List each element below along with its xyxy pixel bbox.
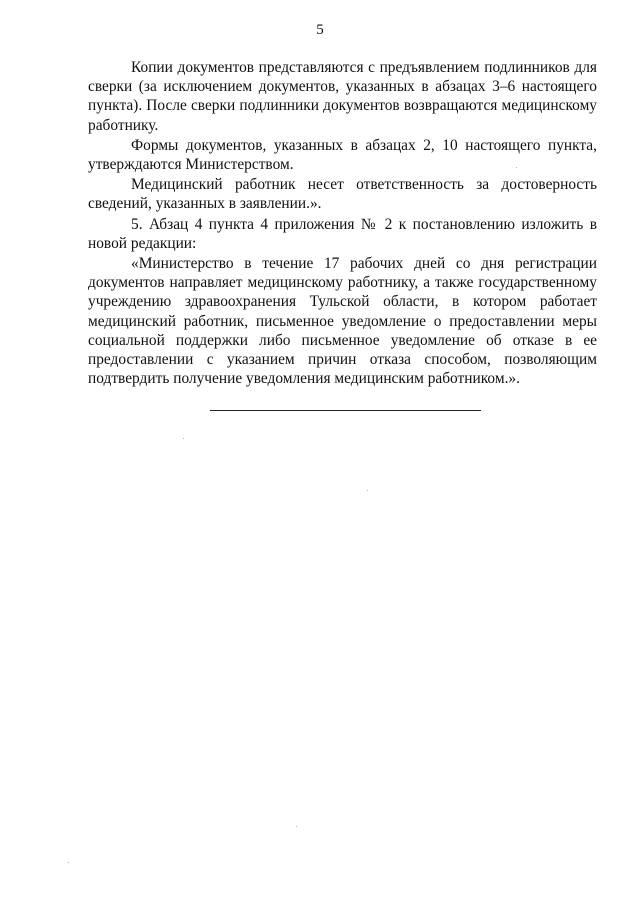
scan-speck — [516, 167, 517, 168]
paragraph-document-copies: Копии документов представляются с предъявлением подлинников для сверки (за исключением документов, указанных в абзацах 3–6 настоящего пункта). После сверки подлинники документов возвращаются медицинскому работнику. — [88, 59, 597, 134]
scan-speck — [367, 490, 368, 491]
scan-speck — [296, 826, 297, 827]
page-number: 5 — [316, 22, 324, 38]
paragraph-document-forms: Формы документов, указанных в абзацах 2, 10 настоящего пункта, утверждаются Министерством. — [88, 136, 597, 174]
paragraph-amendment-5: 5. Абзац 4 пункта 4 приложения № 2 к постановлению изложить в новой редакции: — [88, 215, 597, 252]
document-body — [88, 58, 597, 388]
scan-speck — [183, 438, 184, 439]
paragraph-responsibility: Медицинский работник несет ответственность за достоверность сведений, указанных в заявлении.». — [88, 176, 597, 213]
scan-speck — [68, 862, 69, 863]
end-separator-line — [210, 410, 481, 411]
paragraph-ministry-notification: «Министерство в течение 17 рабочих дней со дня регистрации документов направляет медицинскому работнику, а также государственному учреждению здравоохранения Тульской области, в котором работает медицинский работник, письменное уведомление о предоставлении меры социальной поддержки либо письменное уведомление об отказе в ее предоставлении с указанием причин отказа способом, позволяющим подтвердить получение уведомления медицинским работником.». — [88, 255, 597, 388]
